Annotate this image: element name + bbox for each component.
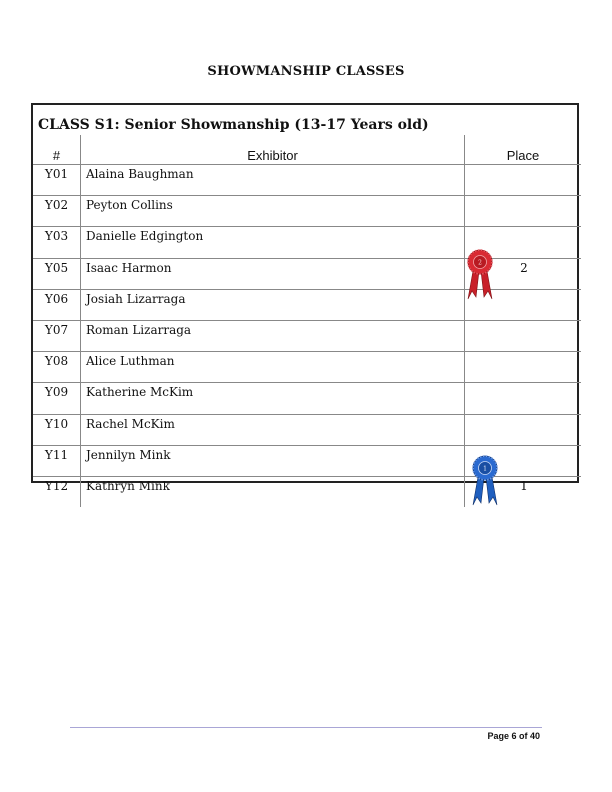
- place-cell: [465, 383, 582, 414]
- results-table: [33, 135, 581, 507]
- column-header-number: #: [33, 135, 81, 165]
- exhibitor-number: Y02: [33, 196, 81, 227]
- ribbon-label: 1: [483, 465, 487, 473]
- table-row: [33, 165, 581, 196]
- red-ribbon-icon: [465, 249, 495, 303]
- place-value: 2: [520, 260, 528, 275]
- exhibitor-number: Y06: [33, 289, 81, 320]
- class-title: CLASS S1: Senior Showmanship (13-17 Years old): [38, 117, 429, 133]
- ribbon-label: 2: [478, 259, 482, 267]
- exhibitor-number: Y07: [33, 320, 81, 351]
- exhibitor-name: Katherine McKim: [81, 383, 465, 414]
- column-header-exhibitor: Exhibitor: [81, 135, 465, 165]
- table-row: [33, 289, 581, 320]
- column-header-place: Place: [465, 135, 582, 165]
- exhibitor-name: Danielle Edgington: [81, 227, 465, 258]
- exhibitor-number: Y12: [33, 476, 81, 507]
- exhibitor-name: Josiah Lizarraga: [81, 289, 465, 320]
- class-results-box: [31, 103, 579, 493]
- table-row: [33, 227, 581, 258]
- exhibitor-name: Alice Luthman: [81, 352, 465, 383]
- exhibitor-name: Alaina Baughman: [81, 165, 465, 196]
- place-cell: [465, 414, 582, 445]
- exhibitor-name: Roman Lizarraga: [81, 320, 465, 351]
- footer-divider: [70, 727, 542, 728]
- exhibitor-number: Y05: [33, 258, 81, 289]
- exhibitor-number: Y10: [33, 414, 81, 445]
- table-row: [33, 258, 581, 289]
- exhibitor-number: Y08: [33, 352, 81, 383]
- place-cell: [465, 352, 582, 383]
- table-row: [33, 383, 581, 414]
- place-cell: [465, 196, 582, 227]
- table-row: [33, 196, 581, 227]
- exhibitor-number: Y01: [33, 165, 81, 196]
- exhibitor-name: Rachel McKim: [81, 414, 465, 445]
- blue-ribbon-icon: [470, 455, 500, 509]
- exhibitor-number: Y03: [33, 227, 81, 258]
- place-cell: [465, 165, 582, 196]
- table-header-row: [33, 135, 581, 165]
- table-row: [33, 414, 581, 445]
- exhibitor-name: Jennilyn Mink: [81, 445, 465, 476]
- table-row: [33, 320, 581, 351]
- exhibitor-name: Kathryn Mink: [81, 476, 465, 507]
- exhibitor-name: Peyton Collins: [81, 196, 465, 227]
- table-row: [33, 352, 581, 383]
- exhibitor-name: Isaac Harmon: [81, 258, 465, 289]
- page-number: Page 6 of 40: [487, 731, 540, 741]
- exhibitor-number: Y11: [33, 445, 81, 476]
- page-heading: SHOWMANSHIP CLASSES: [207, 64, 405, 79]
- exhibitor-number: Y09: [33, 383, 81, 414]
- place-cell: [465, 320, 582, 351]
- place-value: 1: [520, 478, 528, 493]
